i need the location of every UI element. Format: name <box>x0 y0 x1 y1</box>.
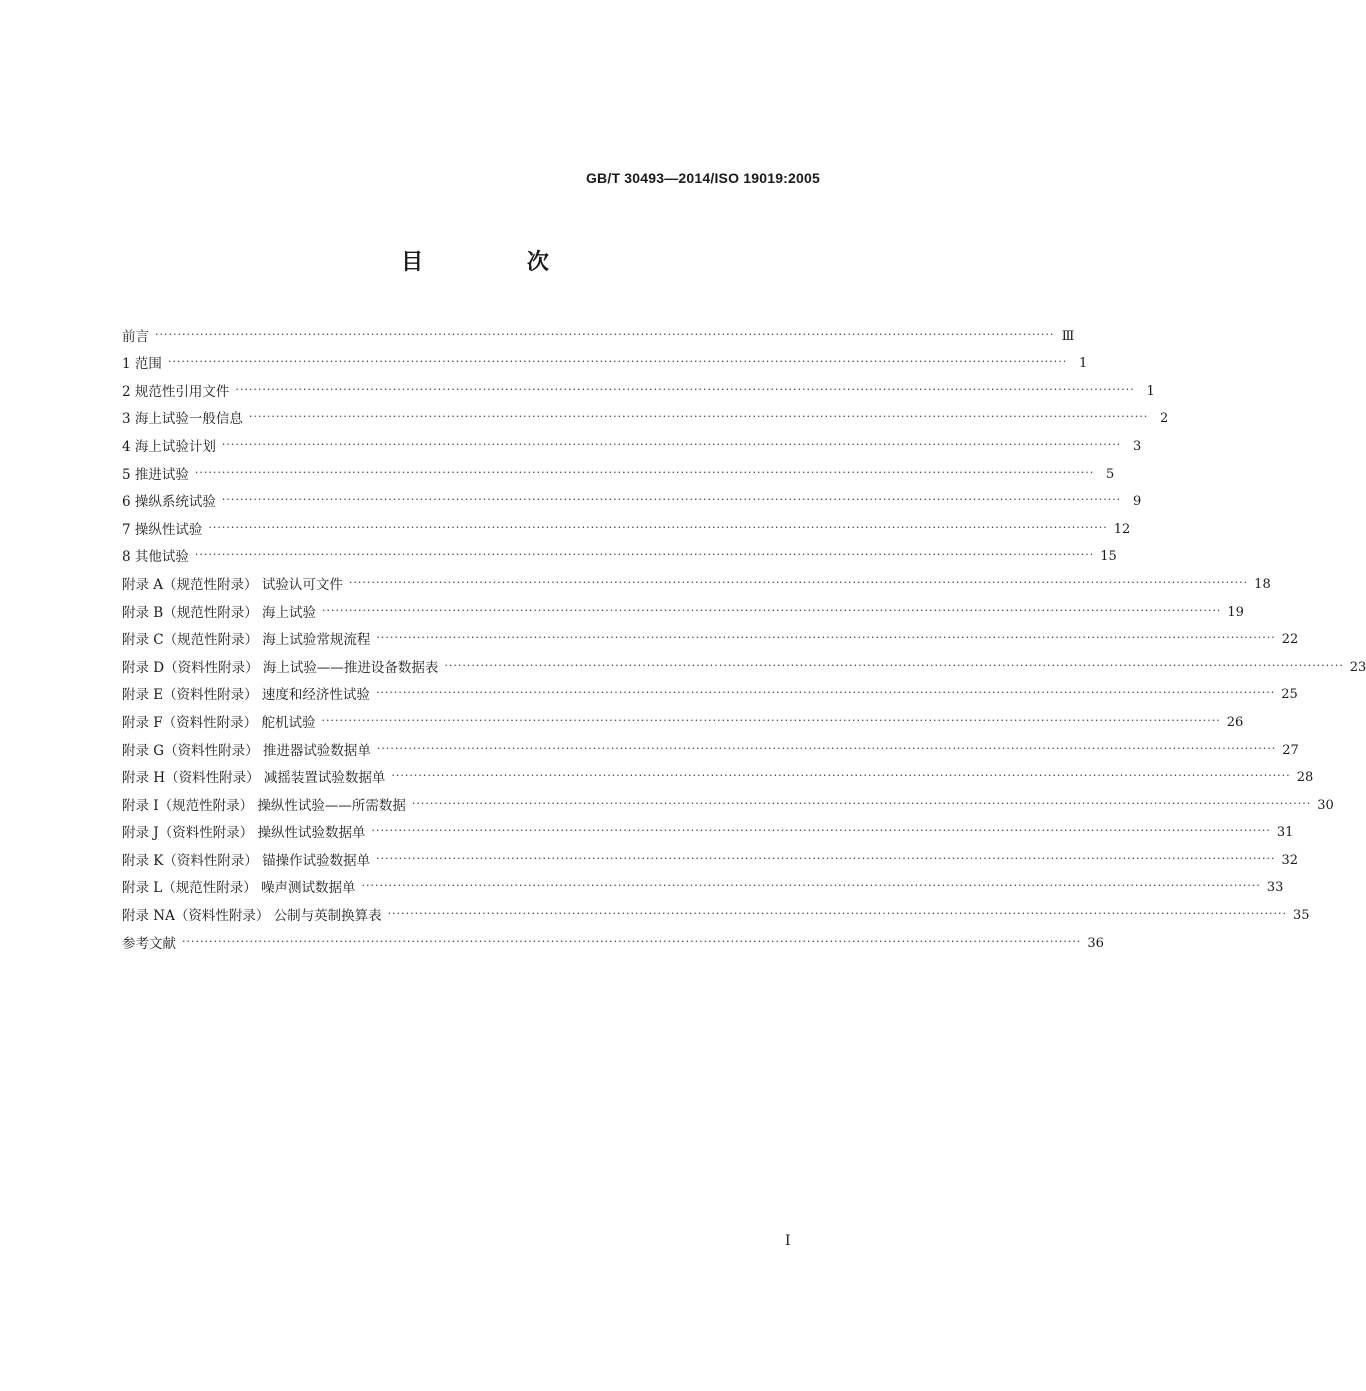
toc-entry-title: 3 海上试验一般信息 <box>122 411 243 428</box>
toc-entry-page: 15 <box>1100 549 1117 565</box>
toc-dot-leader: ········································································································································································································ <box>444 658 1344 672</box>
toc-entry-title: 5 推进试验 <box>122 466 189 483</box>
toc-dot-leader: ········································································································································································································ <box>348 575 1249 589</box>
toc-entry[interactable] <box>122 401 1169 429</box>
toc-entry-page: 22 <box>1281 632 1299 648</box>
toc-entry[interactable] <box>122 815 1294 843</box>
page-title: 目 次 <box>401 250 597 275</box>
toc-dot-leader: ········································································································································································································ <box>391 769 1291 783</box>
toc-entry-page: 35 <box>1292 908 1310 924</box>
toc-entry-title: 1 范围 <box>122 356 162 373</box>
toc-entry[interactable] <box>122 594 1244 622</box>
toc-dot-leader: ········································································································································································································ <box>376 631 1276 645</box>
toc-entry-page: 9 <box>1132 494 1142 510</box>
toc-entry[interactable] <box>122 870 1284 898</box>
toc-entry[interactable] <box>122 649 1366 677</box>
toc-dot-leader: ········································································································································································································ <box>194 548 1095 562</box>
toc-dot-leader: ········································································································································································································ <box>361 879 1261 893</box>
toc-entry[interactable] <box>122 428 1142 456</box>
toc-dot-leader: ········································································································································································································ <box>321 713 1221 727</box>
toc-dot-leader: ········································································································································································································ <box>376 851 1276 865</box>
toc-entry-page: 12 <box>1113 521 1131 537</box>
toc-entry[interactable] <box>122 704 1244 732</box>
toc-entry-page: 3 <box>1132 438 1142 454</box>
toc-entry-title: 前言 <box>122 328 149 345</box>
toc-entry[interactable] <box>122 346 1088 374</box>
page-number: I <box>785 1233 791 1249</box>
toc-entry-title: 附录 L（规范性附录） 噪声测试数据单 <box>122 880 356 897</box>
toc-entry-page: 18 <box>1254 576 1271 592</box>
toc-entry-title: 参考文献 <box>122 935 176 952</box>
toc-entry[interactable] <box>122 732 1299 760</box>
toc-entry[interactable] <box>122 760 1314 788</box>
toc-entry-title: 4 海上试验计划 <box>122 438 216 455</box>
toc-entry[interactable] <box>122 539 1117 567</box>
toc-dot-leader: ········································································································································································································ <box>194 465 1095 479</box>
toc-entry[interactable] <box>122 897 1310 925</box>
toc-entry[interactable] <box>122 842 1299 870</box>
toc-entry[interactable] <box>122 566 1271 594</box>
toc-entry-page: 31 <box>1276 825 1294 841</box>
toc-entry-title: 7 操纵性试验 <box>122 521 203 538</box>
toc-entry-title: 6 操纵系统试验 <box>122 494 216 511</box>
toc-entry[interactable] <box>122 622 1299 650</box>
toc-entry-title: 附录 A（规范性附录） 试验认可文件 <box>122 576 343 593</box>
toc-dot-leader: ········································································································································································································ <box>208 520 1108 534</box>
toc-entry-page: 19 <box>1227 604 1244 620</box>
table-of-contents <box>122 318 1366 953</box>
toc-dot-leader: ········································································································································································································ <box>322 603 1222 617</box>
toc-entry-title: 附录 F（资料性附录） 舵机试验 <box>122 714 316 731</box>
toc-entry[interactable] <box>122 318 1075 346</box>
toc-entry[interactable] <box>122 787 1334 815</box>
toc-entry-title: 附录 C（规范性附录） 海上试验常规流程 <box>122 632 371 649</box>
toc-entry-title: 附录 H（资料性附录） 减摇装置试验数据单 <box>122 770 386 787</box>
toc-entry[interactable] <box>122 511 1131 539</box>
toc-entry-page: 27 <box>1282 742 1299 758</box>
toc-entry-page: 23 <box>1349 659 1366 675</box>
toc-entry[interactable] <box>122 677 1298 705</box>
toc-entry-page: 1 <box>1078 356 1088 372</box>
toc-dot-leader: ········································································································································································································ <box>375 686 1276 700</box>
toc-dot-leader: ········································································································································································································ <box>221 493 1122 507</box>
toc-entry-page: 1 <box>1146 383 1155 399</box>
toc-entry-title: 附录 I（规范性附录） 操纵性试验——所需数据 <box>122 797 406 814</box>
standard-code: GB/T 30493—2014/ISO 19019:2005 <box>585 170 820 186</box>
toc-dot-leader: ········································································································································································································ <box>387 907 1287 921</box>
toc-dot-leader: ········································································································································································································ <box>248 410 1149 424</box>
toc-entry-page: 25 <box>1281 687 1298 703</box>
toc-entry-title: 2 规范性引用文件 <box>122 383 230 400</box>
toc-entry-page: Ⅲ <box>1061 328 1075 344</box>
toc-entry[interactable] <box>122 373 1155 401</box>
toc-entry-page: 30 <box>1317 797 1334 813</box>
toc-entry-title: 附录 D（资料性附录） 海上试验——推进设备数据表 <box>122 659 439 676</box>
toc-entry-page: 28 <box>1296 770 1314 786</box>
toc-dot-leader: ········································································································································································································ <box>371 824 1271 838</box>
toc-entry[interactable] <box>122 456 1115 484</box>
toc-entry-title: 附录 G（资料性附录） 推进器试验数据单 <box>122 742 371 759</box>
toc-entry-title: 附录 K（资料性附录） 锚操作试验数据单 <box>122 852 371 869</box>
toc-dot-leader: ········································································································································································································ <box>221 437 1122 451</box>
toc-entry-page: 32 <box>1281 852 1299 868</box>
toc-dot-leader: ········································································································································································································ <box>235 382 1135 396</box>
toc-entry-title: 附录 J（资料性附录） 操纵性试验数据单 <box>122 825 366 842</box>
toc-entry-title: 附录 E（资料性附录） 速度和经济性试验 <box>122 687 370 704</box>
toc-entry-page: 2 <box>1159 411 1169 427</box>
toc-entry-page: 5 <box>1105 466 1115 482</box>
toc-entry-page: 26 <box>1226 714 1244 730</box>
toc-entry-title: 附录 B（规范性附录） 海上试验 <box>122 604 317 621</box>
toc-entry-title: 8 其他试验 <box>122 549 189 566</box>
toc-entry[interactable] <box>122 484 1142 512</box>
toc-dot-leader: ········································································································································································································ <box>155 327 1055 341</box>
toc-entry-page: 36 <box>1087 935 1104 951</box>
toc-dot-leader: ········································································································································································································ <box>376 741 1277 755</box>
toc-dot-leader: ········································································································································································································ <box>167 355 1068 369</box>
toc-entry[interactable] <box>122 925 1104 953</box>
toc-dot-leader: ········································································································································································································ <box>411 796 1312 810</box>
toc-entry-title: 附录 NA（资料性附录） 公制与英制换算表 <box>122 908 382 925</box>
toc-dot-leader: ········································································································································································································ <box>182 934 1082 948</box>
toc-entry-page: 33 <box>1266 880 1284 896</box>
